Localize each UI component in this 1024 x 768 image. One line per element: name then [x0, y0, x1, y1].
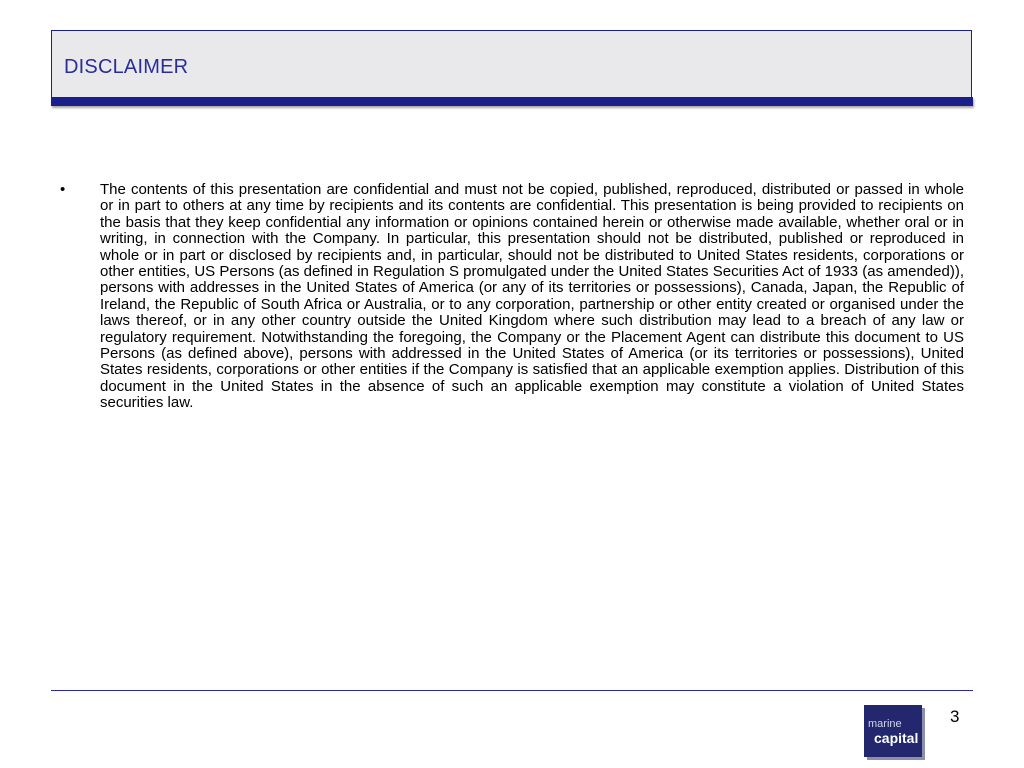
- bullet-item: [60, 182, 964, 412]
- marine-capital-logo: [864, 705, 922, 757]
- disclaimer-paragraph: The contents of this presentation are confidential and must not be copied, published, reproduced, distributed or passed in whole or in part to others at any time by recipients and its contents are confidential. This presentation is being provided to recipients on the basis that they keep confidential any information or opinions contained herein or otherwise made available, whether oral or in writing, in connection with the Company. In particular, this presentation should not be distributed, published or reproduced in whole or in part or disclosed by recipients and, in particular, should not be distributed to United States residents, corporations or other entities, US Persons (as defined in Regulation S promulgated under the United States Securities Act of 1933 (as amended)), persons with addresses in the United States of America (or any of its territories or possessions), Canada, Japan, the Republic of Ireland, the Republic of South Africa or Australia, or to any corporation, partnership or other entity created or organised under the laws thereof, or in any other country outside the United Kingdom where such distribution may lead to a breach of any law or regulatory requirement. Notwithstanding the foregoing, the Company or the Placement Agent can distribute this document to US Persons (as defined above), persons with addressed in the United States of America (or its territories or possessions), United States residents, corporations or other entities if the Company is satisfied that an applicable exemption applies. Distribution of this document in the United States in the absence of such an applicable exemption may constitute a violation of United States securities law.: [100, 181, 964, 412]
- logo-text-capital: capital: [874, 730, 919, 746]
- page-number: 3: [950, 707, 960, 726]
- slide-title: DISCLAIMER: [64, 56, 189, 78]
- header-underline-bar: [51, 97, 973, 106]
- footer-divider: [51, 690, 973, 691]
- slide-header: [51, 30, 972, 97]
- bullet-icon: •: [60, 181, 66, 198]
- logo-text-marine: marine: [868, 718, 902, 730]
- disclaimer-content: [60, 182, 964, 412]
